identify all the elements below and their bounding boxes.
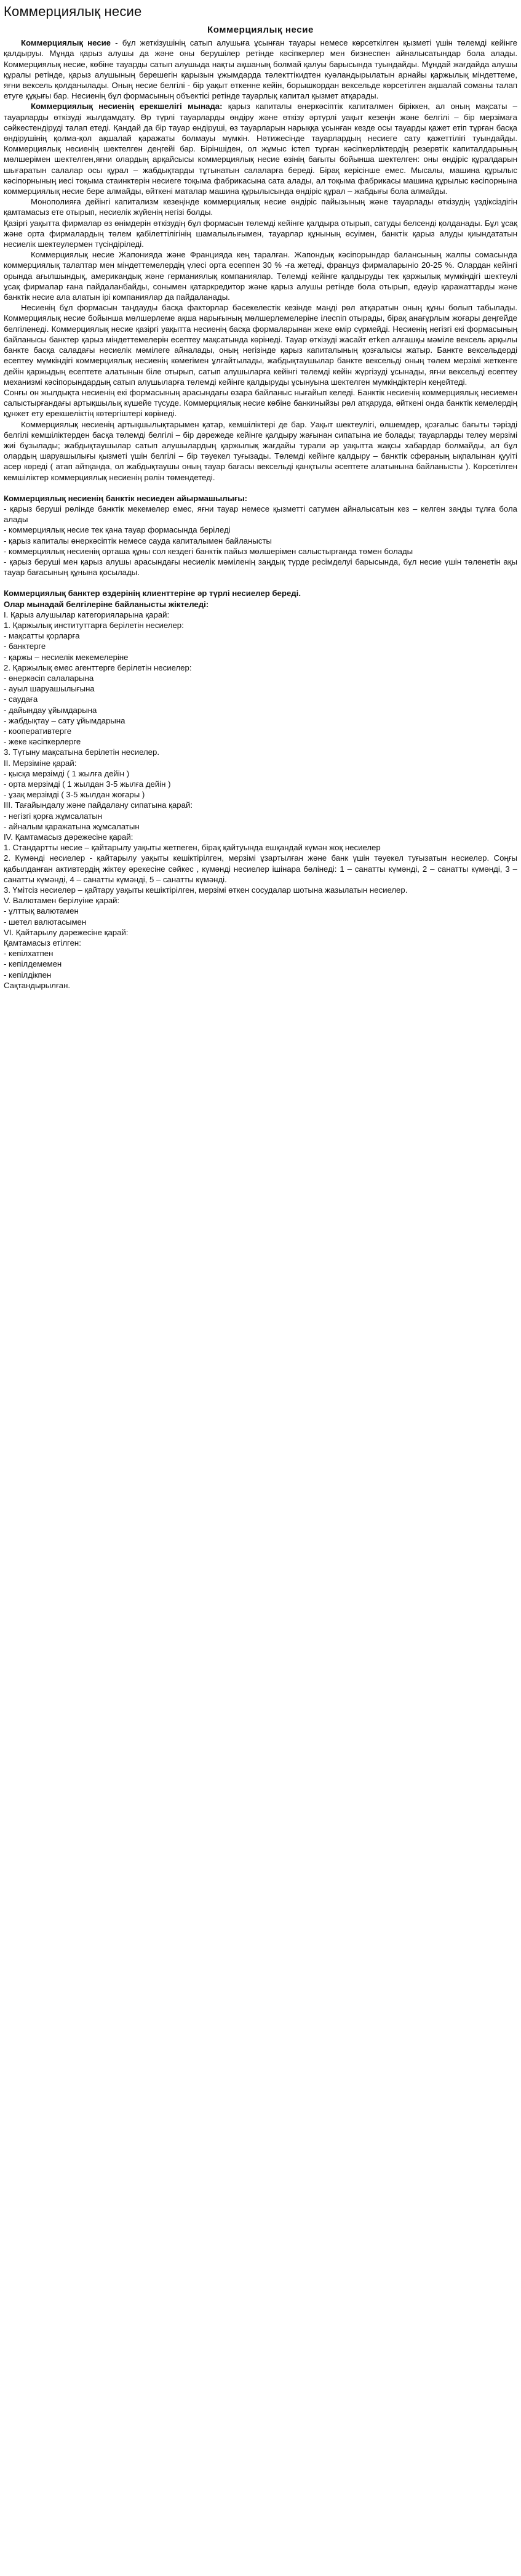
list-item: 1. Қаржылық институттарға берілетін несиелер:: [4, 620, 184, 630]
body-paragraph: Коммерциялық несиенің артықшылықтарымен қатар, кемшіліктері де бар. Уақыт шектеулігі, өлшемдер, қозғалыс бағыты тәрізді белгілі кемшіліктерден басқа төлемді белгілі – бір дәрежеде кейінге қалдыру жағынан сипатына ие болады; тауарларды телеу мерзімі жиі бұзылады; жабдықтаушылар сатып алушылардың қаржылық жағдайы турали әр уақытта жақсы хабардар болмайды, ал бұл олардың шаруашылығы қызметі үшін белгілі – бір тәуекел туғызады. Төлемді кейінге қалдыру – банктік сфераның ықпалынан қууіті асер көреді ( атап айтқанда, ол жабдықтаушы оның тауар бағасы вексельді қанқтылы әсептете алатынына байланысты ). Көрсетілген кемшіліктер коммерциялық несиенің рөлін төмендетеді.: [4, 419, 517, 482]
list-item: - мақсатты қорларға: [4, 631, 80, 641]
list-item: - шетел валютасымен: [4, 917, 87, 927]
list-item: I. Қарыз алушылар категорияларына қарай:: [4, 610, 170, 619]
list-item: Сақтандырылған.: [4, 980, 71, 990]
list-item: VI. Қайтарылу дәрежесіне қарай:: [4, 927, 129, 937]
credit-forms-title: Коммерциялық банктер өздерінің клиенттеріне әр түрлі несиелер береді.: [4, 589, 301, 598]
list-item: - ұзақ мерзімді ( 3-5 жылдан жоғары ): [4, 790, 145, 800]
features-text: қарыз капиталы өнеркәсіптік капиталмен біріккен, ал оның мақсаты – тауарларды өткізуді жылдамдату. Әр түрлі тауарларды өндіру және өткізу әртүрлі уақыт кезеңін және белгілі – бір мерзімаға сәйкестендіруді талап етеді. Қандай да бір тауар өндіруші, өз тауарларын нарыққа ұсынған кезде осы тауарды қажет етіп тұрған басқа өндірушінің қолма-қол ақшалай қаражаты болмауы мүмкін. Нәтижесінде тауарлардың несиеге сату қажеттілігі туындайды. Коммерциялық несиенің шектелген деңгейі бар. Біріншіден, ол жұмыс істеп тұрған кәсіпкерліктердің резервтік капиталдарының мөлшерімен шектелген,яғни олардың арқайсысы коммерциялық несие өзінің бағыты бойынша шектелген: оны өндіріс құралдарын шығаратын салалар осы құрал – жабдықтарды тұтынатын салаларға береді. Бірақ керісінше емес. Мысалы, машина құрылыс кәсіпорнының иесі тоқыма стаинктерін несиеге тоқыма фабрикасына сата алады, ал тоқыма фабрикасы машина құрылыс кәсіпорнына коммерциялық несие бере алмайды, өйткені маталар машина құрылысында өндіріс құрал – жабдығы бола алмайды.: [4, 102, 517, 196]
list-item: - айналым қаражатына жұмсалатын: [4, 821, 140, 831]
list-item: - қаржы – несиелік мекемелеріне: [4, 652, 129, 662]
list-item: III. Тағайындалу және пайдалану сипатына қарай:: [4, 800, 193, 810]
document-heading: Коммерциялық несие: [207, 25, 314, 35]
list-item: - орта мерзімді ( 1 жылдан 3-5 жылға дейін ): [4, 779, 171, 789]
list-item: - коммерциялық несиенің орташа құны сол кездегі банктік пайыз мөлшерімен салыстырғанда төмен болады: [4, 546, 413, 556]
intro-paragraph: [4, 38, 517, 101]
list-item: 3. Үмітсіз несиелер – қайтару уақыты кешіктірілген, мерзімі өткен сосудалар шотына жазылатын несиелер.: [4, 885, 408, 895]
list-item: 3. Түтыну мақсатына берілетін несиелер.: [4, 747, 159, 757]
list-item: - жабдықтау – сату ұйымдарына: [4, 715, 125, 725]
list-item: - қарыз капиталы өнеркәсіптік немесе сауда капиталымен байланысты: [4, 536, 272, 545]
list-item: 1. Стандартты несие – қайтарылу уақыты жетпеген, бірақ қайтуында ешқандай күмән жоқ несиелер: [4, 843, 381, 853]
list-item: - негізгі қорға жұмсалатын: [4, 811, 103, 821]
list-item: - коммерциялық несие тек қана тауар формасында беріледі: [4, 525, 231, 535]
list-item: 2. Күмәнді несиелер - қайтарылу уақыты кешіктірілген, мерзімі ұзартылған және банк үшін тәуекел туғызатын несиелер. Соңғы қабылданған активтердің жіктеу әрекесіне сәйкес , күмәнді несиелер ішінара бөлінеді: 1 – санатты күмәнді, 2 – санатты күмәнді, 3 – санатты күмәнді, 4 – санатты күмәнді, 5 – санатты күмәнді.: [4, 853, 517, 884]
list-item: - саудаға: [4, 694, 38, 704]
list-item: - кепілхатпен: [4, 949, 54, 959]
list-item: - кепілдемемен: [4, 959, 62, 969]
body-paragraph: Несиенің бұл формасын таңдауды басқа факторлар бәсекелестік кезінде маңді рөл атқаратын оның құны болып табылады. Коммерциялық несие бойынша мөлшерлеме ақша нарығының мөлшерлемелеріне ілеспіп отырады, бірақ анағұрлым жоғары деңгейде белгіленеді. Коммерциялық несие қазіргі уақытта несиенің басқа формаларынан жеке өмір сүрмейді. Несиенің негізгі екі формасының байланысы банктер қарыз міндеттемелерін есептеу мақсатында көрінеді. Тауар өткізуді жасайт етken алғашқы мәміле вексель арқылы банкте басқа саладағы несиелік мәмілеге айналады, оның негізінде қарыз капиталының қозғалысы жатыр. Банкте вексельдерді есептеу мүмкіндігі коммерциялық несиенің көмегімен ұлғайтылады, жабдықтаушылар банкте вексельді оның төлем мерзімі жеткенге дейін қаржыдың есептете алатынын біле отырып, сатып алушыларға кейінгі төлемді кейін жүргізуді ұсынады, яғни вексельді есептеу механизмі кәсіпорындардың сатып алушыларға төлемді кейінге қалдыруды ұсынуына шектелген мүмкіндіктерін кеңейтеді.: [4, 303, 517, 387]
list-item: - қысқа мерзімді ( 1 жылға дейін ): [4, 768, 130, 778]
list-item: 2. Қаржылық емес агенттерге берілетін несиелер:: [4, 662, 192, 672]
section-spacer: [4, 483, 517, 493]
list-item: - дайындау ұйымдарына: [4, 705, 97, 715]
list-item: - өнеркәсіп салаларына: [4, 673, 94, 683]
list-item: - ұлттық валютамен: [4, 906, 79, 916]
features-term: Коммерциялық несиенің ерекшелігі мынада:: [31, 102, 223, 111]
credit-forms-list: [4, 610, 517, 991]
list-item: IV. Қамтамасыз дәрежесіне қарай:: [4, 832, 133, 842]
list-item: - қарыз беруші рөлінде банктік мекемелер емес, яғни тауар немесе қызметті сатумен айналысатын кез – келген заңды тұлға бола алады: [4, 504, 517, 525]
page-title: Коммерциялық несие: [4, 4, 142, 19]
list-item: II. Мерзіміне қарай:: [4, 758, 77, 768]
list-item: - кооперативтерге: [4, 727, 72, 736]
intro-text: - бұл жеткізушінің сатып алушыға ұсынған тауары немесе көрсеткілген қызметі үшін төлемді кейінге қалдыруы. Мұнда қарыз алушы да және оны берушілер ретінде кәсіпкерлер мен бизнеспен айналысатындар бола алады. Коммерциялық несие, көбіне тауарды сатып алушыда нақты ақшаның болмай қалуы барысында туындайды. Мұндай жағдайда алушы құралы ретінде, қарыз алушының берешегін қарызын ұжымдарда тәлекттікидтен куәландырылатын арнайы қаржылық міндеттеме, яғни вексель қолданылады. Оның несие белгілі - бір уақыт өткенне кейін, борышкордан вексельде көрсетілген ақшалай соманы талап етуге құқығы бар. Несиенің бұл формасының объектісі ретінде тауарлық капитал қызмет атқарады.: [4, 38, 518, 101]
differences-section: [4, 493, 517, 578]
list-item: V. Валютамен берілуіне қарай:: [4, 896, 120, 906]
document-page: [0, 2, 521, 991]
list-item: Қамтамасыз етілген:: [4, 938, 81, 948]
list-item: - жеке кәсіпкерлерге: [4, 737, 81, 747]
list-item: - банктерге: [4, 642, 46, 651]
section-spacer: [4, 578, 517, 588]
body-paragraph: Монополияға дейінгі капитализм кезеңінде коммерциялық несие өндіріс пайызының және тауарлады өткізудің үздіксіздігін қамтамасыз ете отырып, несиелік жүйенің негізі болды.: [4, 197, 517, 217]
list-item: - қарыз беруші мен қарыз алушы арасындағы несиелік мәміленің заңдық түрде ресімделуі барысында, бұл несие үшін төленетін ақы тауар бағасының құнына қосылады.: [4, 557, 517, 578]
features-paragraph: [4, 101, 517, 196]
body-paragraph: Қазіргі уақытта фирмалар өз өнімдерін өткізудің бұл формасын төлемді кейінге қалдыра отырып, сатуды белсенді қолданады. Бұл ұсақ және орта фирмалардың төлем қабілеттілігінің шамалылығымен, тауарлар құнының өсуімен, банктік қарыз алуды қиындататын несиелік шектеулермен түсіндіріледі.: [4, 218, 517, 249]
credit-forms-section: [4, 588, 517, 991]
list-item: - кепілдікпен: [4, 970, 52, 980]
credit-forms-subtitle: Олар мынадай белгілеріне байланысты жіктеледі:: [4, 599, 209, 609]
body-paragraph: Коммерциялық несие Жапонияда және Францияда кең таралған. Жапондық кәсіпорындар балансының жалпы сомасында коммерциялық талаптар мен міндеттемелердің үлесі орта есеппен 30 % -ға жетеді, француз фирмаларыніо 20-25 %. Олардан кейінгі орында ағылшындық, американдық және германиялық компаниялар. Төлемді кейінге қалдыруды тек қаржылық мүмкіндігі шектеулі ұсақ фирмалар ғана пайдаланбайды, сонымен қатаркредитор және қарыз алушы ретінде бола отырып, едәуір қаражаттарды және банктік несие ала алатын ірі компаниялар да пайдаланады.: [4, 250, 517, 302]
intro-term: Коммерциялық несие: [21, 38, 111, 48]
differences-title: Коммерциялық несиенің банктік несиеден айырмашылығы:: [4, 493, 248, 503]
list-item: - ауыл шаруашылығына: [4, 684, 95, 694]
body-paragraph: Сонғы он жылдықта несиенің екі формасының арасындағы өзара байланыс нығайып келеді. Банктік несиенің коммерциялық несиемен салыстырғандағы артықшылық күшейе түсуде. Коммерциялық несие көбіне банкиныйзы рөл атқаруда, өйткені онда банктік кемелердің құнжет ету ерекшеліктің көтергіштері көрінеді.: [4, 387, 517, 419]
